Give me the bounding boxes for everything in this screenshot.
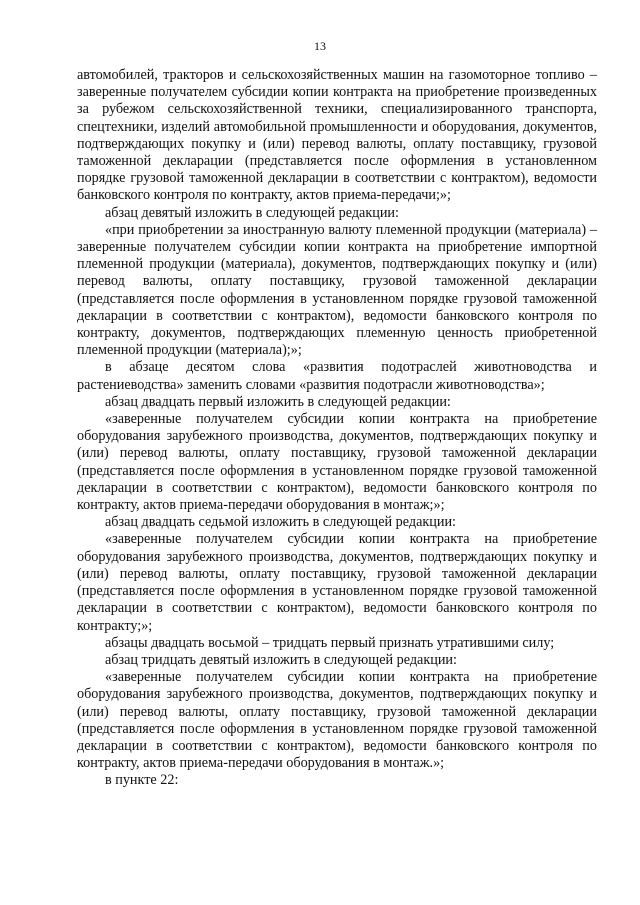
- paragraph: абзац девятый изложить в следующей редакции:: [105, 204, 399, 221]
- paragraph: абзац тридцать девятый изложить в следующей редакции:: [105, 651, 457, 668]
- paragraph: «заверенные получателем субсидии копии контракта на приобретение оборудования зарубежного производства, документов, подтверждающих покупку и (или) перевод валюты, оплату поставщику, грузовой таможенной декларации (представляется после оформления в установленном порядке грузовой таможенной декларации в соответствии с контрактом), ведомости банковского контроля по контракту;»;: [77, 531, 597, 634]
- paragraph: «заверенные получателем субсидии копии контракта на приобретение оборудования зарубежного производства, документов, подтверждающих покупку и (или) перевод валюты, оплату поставщику, грузовой таможенной декларации (представляется после оформления в установленном порядке грузовой таможенной декларации в соответствии с контрактом), ведомости банковского контроля по контракту, актов приема-передачи оборудования в монтаж.»;: [77, 669, 597, 772]
- paragraph: в абзаце десятом слова «развития подотраслей животноводства и растениеводства» заменить словами «развития подотрасли животноводства»;: [77, 359, 597, 393]
- paragraph: «при приобретении за иностранную валюту племенной продукции (материала) – заверенные получателем субсидии копии контракта на приобретение импортной племенной продукции (материала), документов, подтверждающих покупку и (или) перевод валюты, оплату поставщику, грузовой таможенной декларации (представляется после оформления в установленном порядке грузовой таможенной декларации в соответствии с контрактом), ведомости банковского контроля по контракту, документов, подтверждающих племенную ценность приобретенной племенной продукции (материала);»;: [77, 221, 597, 359]
- paragraph: абзац двадцать первый изложить в следующей редакции:: [105, 393, 451, 410]
- paragraph: в пункте 22:: [105, 772, 179, 789]
- page-number: 13: [314, 39, 326, 53]
- paragraph: абзац двадцать седьмой изложить в следующей редакции:: [105, 514, 456, 531]
- paragraph: абзацы двадцать восьмой – тридцать первый признать утратившими силу;: [105, 634, 555, 651]
- paragraph: автомобилей, тракторов и сельскохозяйственных машин на газомоторное топливо – заверенные получателем субсидии копии контракта на приобретение произведенных за рубежом сельскохозяйственной техники, специализированного транспорта, спецтехники, изделий автомобильной промышленности и оборудования, документов, подтверждающих покупку и (или) перевод валюты, оплату поставщику, грузовой таможенной декларации (представляется после оформления в установленном порядке грузовой таможенной декларации в соответствии с контрактом), ведомости банковского контроля по контракту, актов приема-передачи;»;: [77, 67, 597, 204]
- paragraph: «заверенные получателем субсидии копии контракта на приобретение оборудования зарубежного производства, документов, подтверждающих покупку и (или) перевод валюты, оплату поставщику, грузовой таможенной декларации (представляется после оформления в установленном порядке грузовой таможенной декларации в соответствии с контрактом), ведомости банковского контроля по контракту, актов приема-передачи оборудования в монтаж;»;: [77, 411, 597, 514]
- document-body: [77, 67, 597, 790]
